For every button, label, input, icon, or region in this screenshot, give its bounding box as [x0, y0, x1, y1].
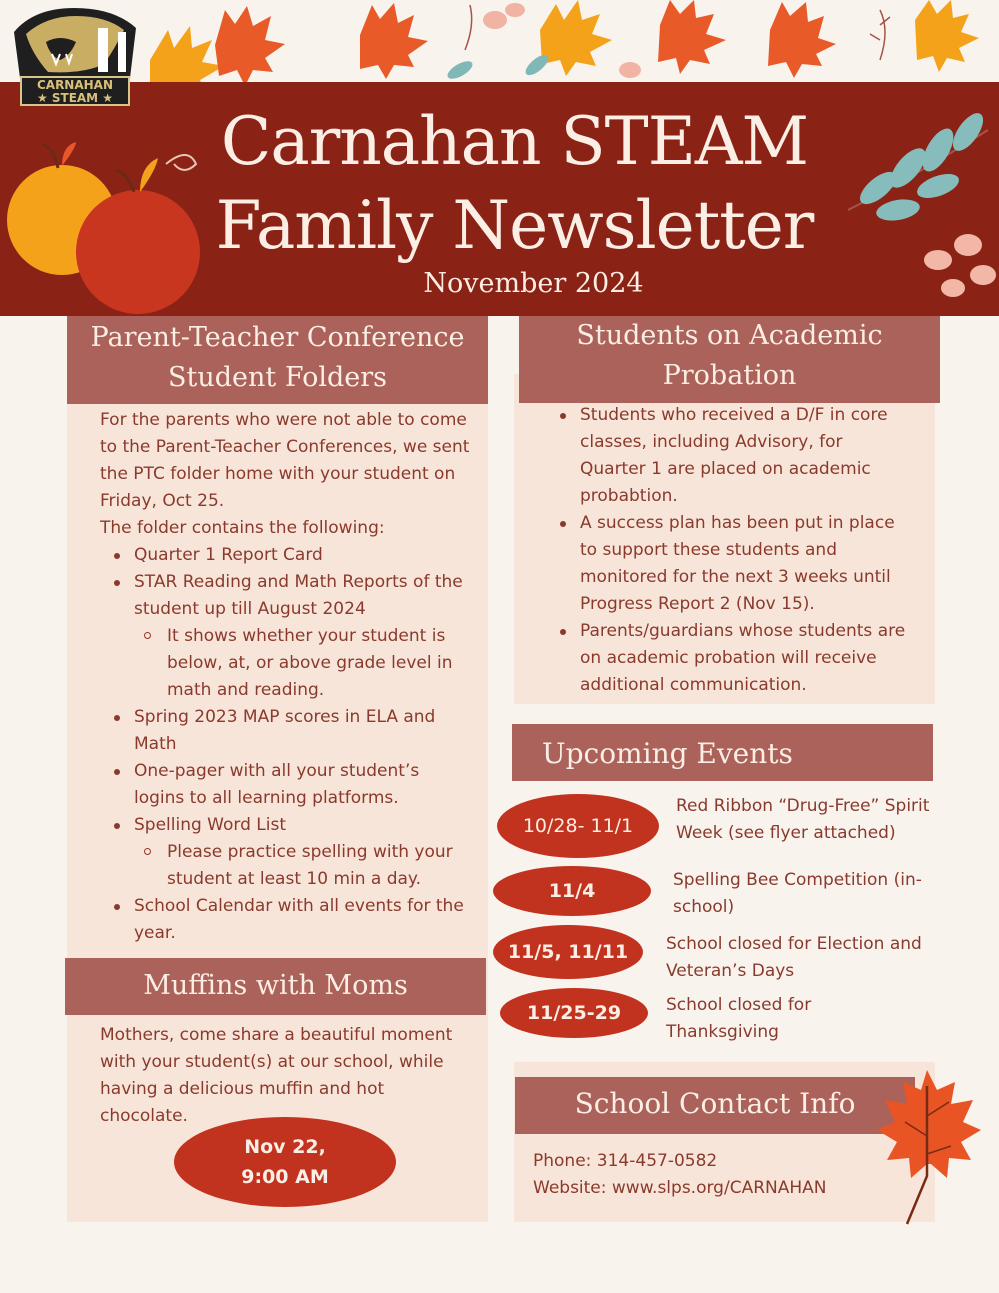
muffins-date-badge [174, 1117, 396, 1207]
list-item-text: Quarter 1 Report Card [134, 545, 323, 565]
ptc-heading-line2: Student Folders [168, 362, 387, 393]
sub-list-item: Please practice spelling with your student at least 10 min a day. [134, 839, 470, 893]
list-item [100, 569, 470, 704]
list-item-text: Spring 2023 MAP scores in ELA and Math [134, 707, 436, 754]
muffins-date-line1: Nov 22, [244, 1136, 326, 1158]
list-item-text: One-pager with all your student’s logins to all learning platforms. [134, 761, 420, 808]
list-item [100, 704, 470, 758]
muffins-text: Mothers, come share a beautiful moment with your student(s) at our school, while having a delicious muffin and hot chocolate. [100, 1025, 453, 1126]
logo-text-line1: CARNAHAN [36, 78, 114, 92]
sub-list [134, 839, 470, 893]
event-date-badge: 11/25-29 [500, 988, 648, 1038]
maple-leaf-icon [872, 1066, 982, 1228]
probation-heading [519, 316, 940, 403]
muffins-heading: Muffins with Moms [65, 958, 486, 1015]
probation-list [546, 402, 906, 699]
event-description: School closed for Thanksgiving [666, 995, 812, 1042]
list-item-text: Spelling Word List [134, 815, 286, 835]
page-title [0, 100, 999, 268]
ptc-heading [67, 316, 488, 404]
ptc-intro: For the parents who were not able to come to the Parent-Teacher Conferences, we sent the PTC folder home with your student on Friday, Oct 25. [100, 410, 470, 511]
probation-body [546, 402, 906, 699]
title-line1: Carnahan STEAM [220, 103, 809, 180]
ptc-folder-intro: The folder contains the following: [100, 518, 385, 538]
autumn-leaves-decoration [0, 0, 999, 90]
event-date-badge: 11/5, 11/11 [493, 925, 643, 979]
list-item: Parents/guardians whose students are on academic probation will receive additional communication. [546, 618, 906, 699]
probation-heading-line1: Students on Academic [576, 320, 883, 351]
contact-phone: Phone: 314-457-0582 [533, 1151, 718, 1171]
event-description: Red Ribbon “Drug-Free” Spirit Week (see flyer attached) [676, 796, 930, 843]
contact-body [533, 1148, 863, 1202]
title-line2: Family Newsletter [215, 187, 814, 264]
event-date-badge: 10/28- 11/1 [497, 794, 659, 858]
muffins-date-line2: 9:00 AM [241, 1166, 329, 1188]
list-item-text: School Calendar with all events for the year. [134, 896, 464, 943]
event-description: School closed for Election and Veteran’s Days [666, 934, 922, 981]
list-item [100, 758, 470, 812]
list-item-text: STAR Reading and Math Reports of the student up till August 2024 [134, 572, 463, 619]
list-item [100, 893, 470, 947]
events-heading: Upcoming Events [512, 724, 933, 781]
list-item: A success plan has been put in place to support these students and monitored for the next 3 weeks until Progress Report 2 (Nov 15). [546, 510, 906, 618]
event-date-badge: 11/4 [493, 866, 651, 916]
ptc-body [100, 407, 470, 947]
ptc-heading-line1: Parent-Teacher Conference [90, 322, 465, 353]
ptc-list [100, 542, 470, 947]
page-subtitle: November 2024 [423, 268, 644, 299]
event-description: Spelling Bee Competition (in-school) [673, 870, 922, 917]
list-item: Students who received a D/F in core classes, including Advisory, for Quarter 1 are placed on academic probabtion. [546, 402, 906, 510]
contact-heading: School Contact Info [515, 1077, 915, 1134]
list-item [100, 812, 470, 893]
sub-list [134, 623, 470, 704]
list-item [100, 542, 470, 569]
logo-text-line2: ★ STEAM ★ [36, 91, 114, 105]
contact-website: Website: www.slps.org/CARNAHAN [533, 1178, 827, 1198]
probation-heading-line2: Probation [662, 360, 797, 391]
sub-list-item: It shows whether your student is below, at, or above grade level in math and reading. [134, 623, 470, 704]
